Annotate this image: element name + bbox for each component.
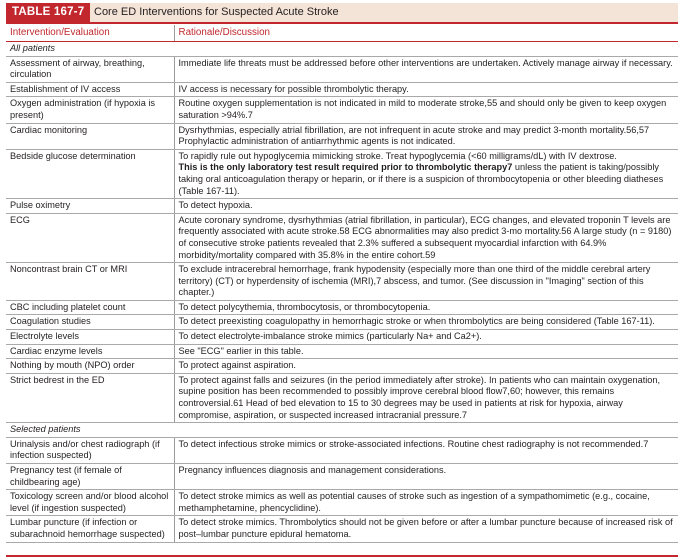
rationale-cell: To detect preexisting coagulopathy in hemorrhagic stroke or when thrombolytics are being considered (Table 167-11).	[174, 315, 678, 330]
top-rule	[6, 22, 678, 24]
rationale-emphasis: This is the only laboratory test result required prior to thrombolytic therapy7	[178, 162, 513, 173]
rationale-cell	[174, 149, 678, 198]
column-header-rationale: Rationale/Discussion	[174, 25, 678, 42]
table-title-bar	[6, 3, 678, 22]
section-row-all	[6, 42, 678, 57]
intervention-cell: CBC including platelet count	[6, 300, 174, 315]
intervention-cell: Bedside glucose determination	[6, 149, 174, 198]
rationale-cell: To detect stroke mimics. Thrombolytics should not be given before or after a lumbar puncture because of increased risk of post–lumbar puncture epidural hematoma.	[174, 516, 678, 542]
intervention-cell: Nothing by mouth (NPO) order	[6, 359, 174, 374]
intervention-cell: Strict bedrest in the ED	[6, 373, 174, 422]
section-row-selected	[6, 423, 678, 438]
intervention-cell: Assessment of airway, breathing, circulation	[6, 56, 174, 82]
rationale-continuation: unless the patient is taking/possibly taking oral anticoagulation therapy or heparin, or if there is a suspicion of thrombocytopenia or other bleeding diatheses (Table 167-11).	[178, 162, 664, 196]
rationale-cell: See "ECG" earlier in this table.	[174, 344, 678, 359]
section-label-selected-patients: Selected patients	[6, 423, 678, 438]
intervention-cell: Establishment of IV access	[6, 82, 174, 97]
intervention-cell: Toxicology screen and/or blood alcohol level (if ingestion suspected)	[6, 490, 174, 516]
intervention-cell: Cardiac monitoring	[6, 123, 174, 149]
table-row	[6, 213, 678, 262]
table-row	[6, 97, 678, 123]
rationale-cell: To protect against falls and seizures (in the period immediately after stroke). In patients who can maintain oxygenation, supine position has been recommended to possibly improve cerebral blood flow7,60; however, this remains controversial.61 Head of bed elevation to 15 to 30 degrees may be used in patients at risk for hypoxia, airway compromise, aspiration, or suspected increased intracranial pressure.7	[174, 373, 678, 422]
table-row	[6, 82, 678, 97]
rationale-cell: To detect infectious stroke mimics or stroke-associated infections. Routine chest radiography is not recommended.7	[174, 437, 678, 463]
intervention-cell: Pregnancy test (if female of childbearing age)	[6, 464, 174, 490]
table-row	[6, 437, 678, 463]
table-row	[6, 199, 678, 214]
interventions-table	[6, 25, 678, 543]
table-row	[6, 344, 678, 359]
rationale-text: To rapidly rule out hypoglycemia mimicking stroke. Treat hypoglycemia (<60 milligrams/dL) with IV dextrose.	[178, 150, 617, 161]
intervention-cell: ECG	[6, 213, 174, 262]
rationale-cell: To exclude intracerebral hemorrhage, frank hypodensity (especially more than one third of the middle cerebral artery territory) (CT) or hyperdensity of ischemia (MRI),7 abscess, and tumor. (See discussion in "Imaging" section of this chapter.)	[174, 263, 678, 301]
rationale-cell: IV access is necessary for possible thrombolytic therapy.	[174, 82, 678, 97]
rationale-cell: To detect stroke mimics as well as potential causes of stroke such as ingestion of a sympathomimetic (e.g., cocaine, methamphetamine, phencyclidine).	[174, 490, 678, 516]
table-row	[6, 373, 678, 422]
rationale-cell: To detect polycythemia, thrombocytosis, or thrombocytopenia.	[174, 300, 678, 315]
intervention-cell: Pulse oximetry	[6, 199, 174, 214]
section-label-all-patients: All patients	[6, 42, 678, 57]
table-row	[6, 315, 678, 330]
table-row	[6, 464, 678, 490]
intervention-cell: Lumbar puncture (if infection or subarachnoid hemorrhage suspected)	[6, 516, 174, 542]
rationale-cell: Pregnancy influences diagnosis and management considerations.	[174, 464, 678, 490]
intervention-cell: Oxygen administration (if hypoxia is present)	[6, 97, 174, 123]
intervention-cell: Noncontrast brain CT or MRI	[6, 263, 174, 301]
table-row	[6, 263, 678, 301]
rationale-cell: Immediate life threats must be addressed before other interventions are undertaken. Actively manage airway if necessary.	[174, 56, 678, 82]
table-number-badge: TABLE 167-7	[6, 3, 90, 22]
bottom-rule	[6, 555, 678, 557]
rationale-cell: Routine oxygen supplementation is not indicated in mild to moderate stroke,55 and should only be given to keep oxygen saturation >94%.7	[174, 97, 678, 123]
table-row	[6, 300, 678, 315]
table-row	[6, 490, 678, 516]
rationale-cell: To detect electrolyte-imbalance stroke mimics (particularly Na+ and Ca2+).	[174, 330, 678, 345]
table-row	[6, 56, 678, 82]
column-header-intervention: Intervention/Evaluation	[6, 25, 174, 42]
intervention-cell: Cardiac enzyme levels	[6, 344, 174, 359]
table-row	[6, 149, 678, 198]
rationale-cell: Dysrhythmias, especially atrial fibrillation, are not infrequent in acute stroke and may predict 3-month mortality.56,57 Prophylactic administration of antiarrhythmic agents is not indicated.	[174, 123, 678, 149]
intervention-cell: Electrolyte levels	[6, 330, 174, 345]
table-row	[6, 516, 678, 542]
rationale-cell: Acute coronary syndrome, dysrhythmias (atrial fibrillation, in particular), ECG changes, and elevated troponin T levels are frequently associated with acute stroke.58 ECG abnormalities may also predict 3-mo mortality.56 A large study (n = 9180) of consecutive stroke patients revealed that 2.3% suffered a subsequent myocardial infarction with 64.9% morbidity/mortality compared with 35.8% in the entire cohort.59	[174, 213, 678, 262]
header-row	[6, 25, 678, 42]
table-row	[6, 330, 678, 345]
rationale-cell: To detect hypoxia.	[174, 199, 678, 214]
rationale-cell: To protect against aspiration.	[174, 359, 678, 374]
intervention-cell: Urinalysis and/or chest radiograph (if infection suspected)	[6, 437, 174, 463]
intervention-cell: Coagulation studies	[6, 315, 174, 330]
table-row	[6, 123, 678, 149]
table-title: Core ED Interventions for Suspected Acute Stroke	[94, 6, 339, 18]
rationale-note	[179, 162, 675, 197]
table-row	[6, 359, 678, 374]
